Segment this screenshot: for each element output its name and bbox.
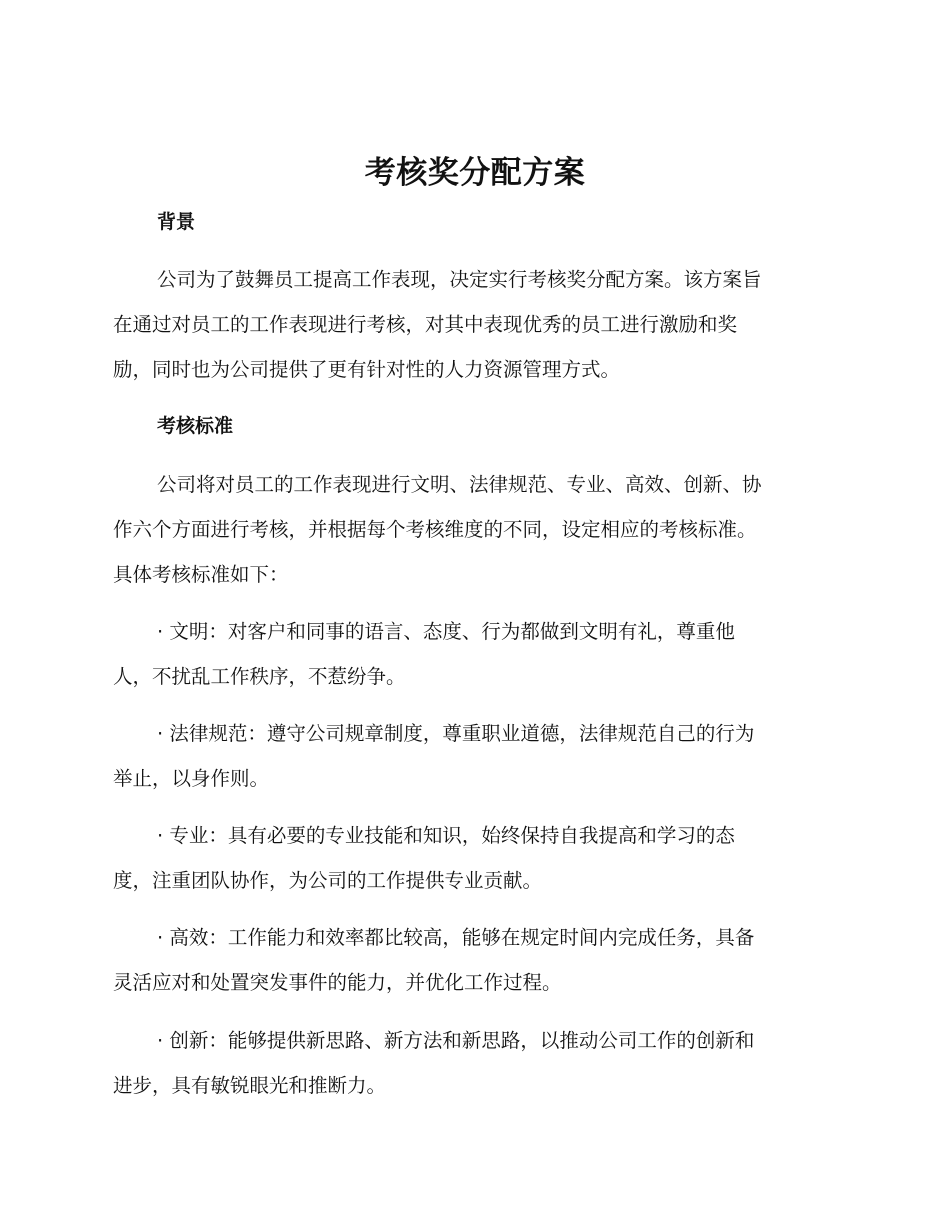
paragraph-line: 公司将对员工的工作表现进行文明、法律规范、专业、高效、创新、协 xyxy=(157,473,762,496)
criteria-item-innovation xyxy=(113,1018,843,1108)
paragraph-line: 具体考核标准如下： xyxy=(113,563,289,586)
paragraph-line: 公司为了鼓舞员工提高工作表现，决定实行考核奖分配方案。该方案旨 xyxy=(157,268,762,291)
criteria-item-civility xyxy=(113,609,843,699)
paragraph-line: 灵活应对和处置突发事件的能力，并优化工作过程。 xyxy=(113,971,562,994)
document-title: 考核奖分配方案 xyxy=(364,155,586,191)
paragraph-line: 励，同时也为公司提供了更有针对性的人力资源管理方式。 xyxy=(113,358,621,381)
paragraph-line: · 法律规范：遵守公司规章制度，尊重职业道德，法律规范自己的行为 xyxy=(157,722,755,745)
background-paragraph xyxy=(113,257,843,392)
paragraph-line: 在通过对员工的工作表现进行考核，对其中表现优秀的员工进行激励和奖 xyxy=(113,313,738,336)
criteria-item-efficiency xyxy=(113,915,843,1005)
paragraph-line: · 专业：具有必要的专业技能和知识，始终保持自我提高和学习的态 xyxy=(157,824,735,847)
paragraph-line: 人，不扰乱工作秩序，不惹纷争。 xyxy=(113,665,406,688)
section-heading-background: 背景 xyxy=(157,211,196,233)
paragraph-line: · 文明：对客户和同事的语言、态度、行为都做到文明有礼，尊重他 xyxy=(157,620,735,643)
paragraph-line: 举止，以身作则。 xyxy=(113,767,270,790)
criteria-item-professional xyxy=(113,813,843,903)
criteria-item-legal xyxy=(113,711,843,801)
paragraph-line: · 创新：能够提供新思路、新方法和新思路，以推动公司工作的创新和 xyxy=(157,1029,755,1052)
paragraph-line: 进步，具有敏锐眼光和推断力。 xyxy=(113,1074,387,1097)
criteria-paragraph xyxy=(113,462,843,597)
paragraph-line: 作六个方面进行考核，并根据每个考核维度的不同，设定相应的考核标准。 xyxy=(113,518,757,541)
paragraph-line: · 高效：工作能力和效率都比较高，能够在规定时间内完成任务，具备 xyxy=(157,926,755,949)
section-heading-criteria: 考核标准 xyxy=(157,415,234,437)
paragraph-line: 度，注重团队协作，为公司的工作提供专业贡献。 xyxy=(113,869,543,892)
